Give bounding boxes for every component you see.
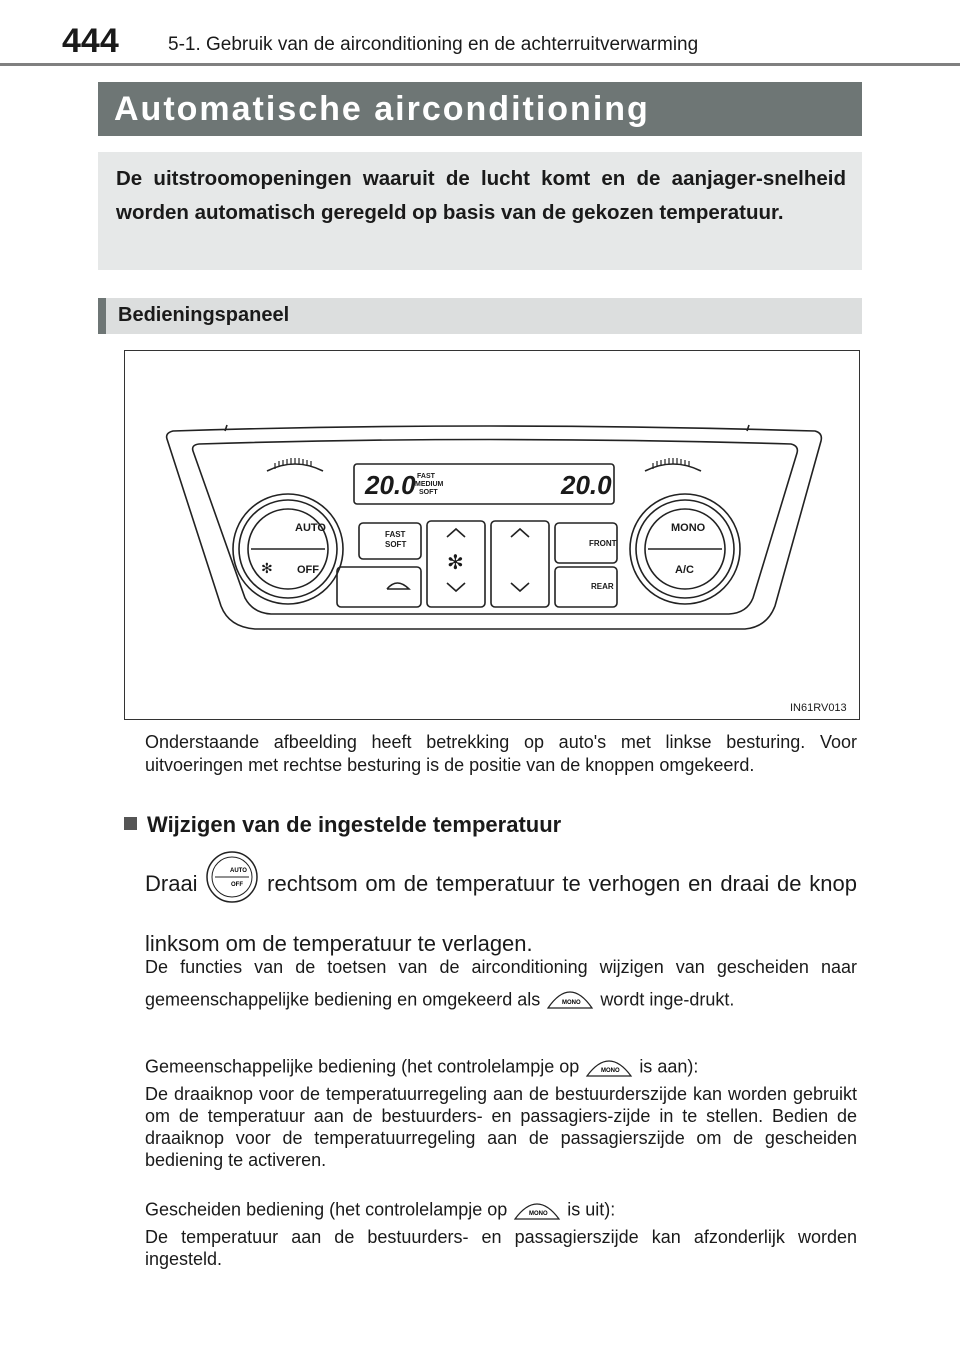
fan-icon: ✻ — [447, 552, 464, 574]
p2-before: De functies van de toetsen van de airconditioning wijzigen van gescheiden naar gemeenschappelijke bediening en omgekeerd als — [145, 957, 857, 1010]
figure-code: IN61RV013 — [790, 702, 847, 714]
label-ac: A/C — [675, 564, 694, 576]
p3-after: is aan): — [639, 1056, 699, 1077]
display-fan-fast: FAST — [417, 473, 435, 480]
display-temp-right: 20.0 — [561, 470, 612, 500]
section-title: Bedieningspaneel — [118, 304, 290, 326]
display-fan-soft: SOFT — [419, 489, 438, 496]
label-mono: MONO — [671, 522, 706, 534]
svg-text:MONO: MONO — [601, 1068, 620, 1074]
p1-after: rechtsom om de temperatuur te verhogen en draai de knop linksom om de temperatuur te verlagen. — [145, 870, 857, 956]
display-temp-left: 20.0 — [365, 470, 416, 500]
title-bar — [98, 82, 862, 136]
subsection-heading — [124, 812, 561, 838]
label-auto: AUTO — [295, 522, 326, 534]
header-rule — [0, 63, 960, 66]
paragraph-mono-toggle — [145, 952, 857, 1019]
label-front: FRONT — [589, 539, 617, 548]
mono-button-icon — [584, 1052, 634, 1083]
svg-text:MONO: MONO — [562, 1000, 581, 1006]
display-fan-medium: MEDIUM — [415, 481, 444, 488]
svg-text:AUTO: AUTO — [230, 868, 248, 874]
p3-body: De draaiknop voor de temperatuurregeling aan de bestuurderszijde kan worden gebruikt om de temperatuur aan de bestuurders- en passagiers-zijde in te stellen. Bedien de draaiknop voor de temperatuurregeling aan de passagierszijde om de gescheiden bediening te activeren. — [145, 1084, 857, 1170]
figure-caption: Onderstaande afbeelding heeft betrekking op auto's met linkse besturing. Voor uitvoeringen met rechtse besturing is de positie van de knoppen omgekeerd. — [145, 732, 857, 775]
intro-box — [98, 152, 862, 270]
svg-text:MONO: MONO — [529, 1211, 548, 1217]
paragraph-knob — [145, 850, 857, 967]
page-number: 444 — [62, 22, 119, 60]
paragraph-separate-control — [145, 1195, 857, 1270]
airflow-mode-rocker — [491, 521, 549, 607]
svg-text:OFF: OFF — [231, 882, 244, 888]
label-fast: FAST — [385, 530, 406, 539]
mono-button-icon — [512, 1195, 562, 1226]
page-title: Automatische airconditioning — [114, 90, 650, 128]
fan-icon-small: ✻ — [261, 560, 273, 576]
p4-body: De temperatuur aan de bestuurders- en passagierszijde kan afzonderlijk worden ingesteld. — [145, 1227, 857, 1269]
intro-text: De uitstroomopeningen waaruit de lucht komt en de aanjager-snelheid worden automatisch geregeld op basis van de gekozen temperatuur. — [116, 167, 846, 224]
square-bullet-icon — [124, 817, 137, 830]
p4-before: Gescheiden bediening (het controlelampje op — [145, 1199, 508, 1220]
label-off: OFF — [297, 564, 319, 576]
figure-frame — [124, 350, 860, 720]
p2-after: wordt inge-drukt. — [600, 989, 735, 1010]
p3-before: Gemeenschappelijke bediening (het controlelampje op — [145, 1056, 580, 1077]
running-header: 5-1. Gebruik van de airconditioning en de achterruitverwarming — [168, 34, 699, 55]
paragraph-common-control — [145, 1052, 857, 1171]
recirculation-button — [337, 567, 421, 607]
subsection-title: Wijzigen van de ingestelde temperatuur — [147, 812, 562, 837]
mono-button-icon — [545, 982, 595, 1019]
label-rear: REAR — [591, 582, 614, 591]
p1-before: Draai — [145, 870, 198, 896]
section-bar — [98, 298, 862, 334]
p4-after: is uit): — [567, 1199, 616, 1220]
label-soft: SOFT — [385, 540, 407, 549]
control-panel-illustration — [125, 351, 858, 718]
auto-off-knob-icon — [205, 850, 259, 920]
